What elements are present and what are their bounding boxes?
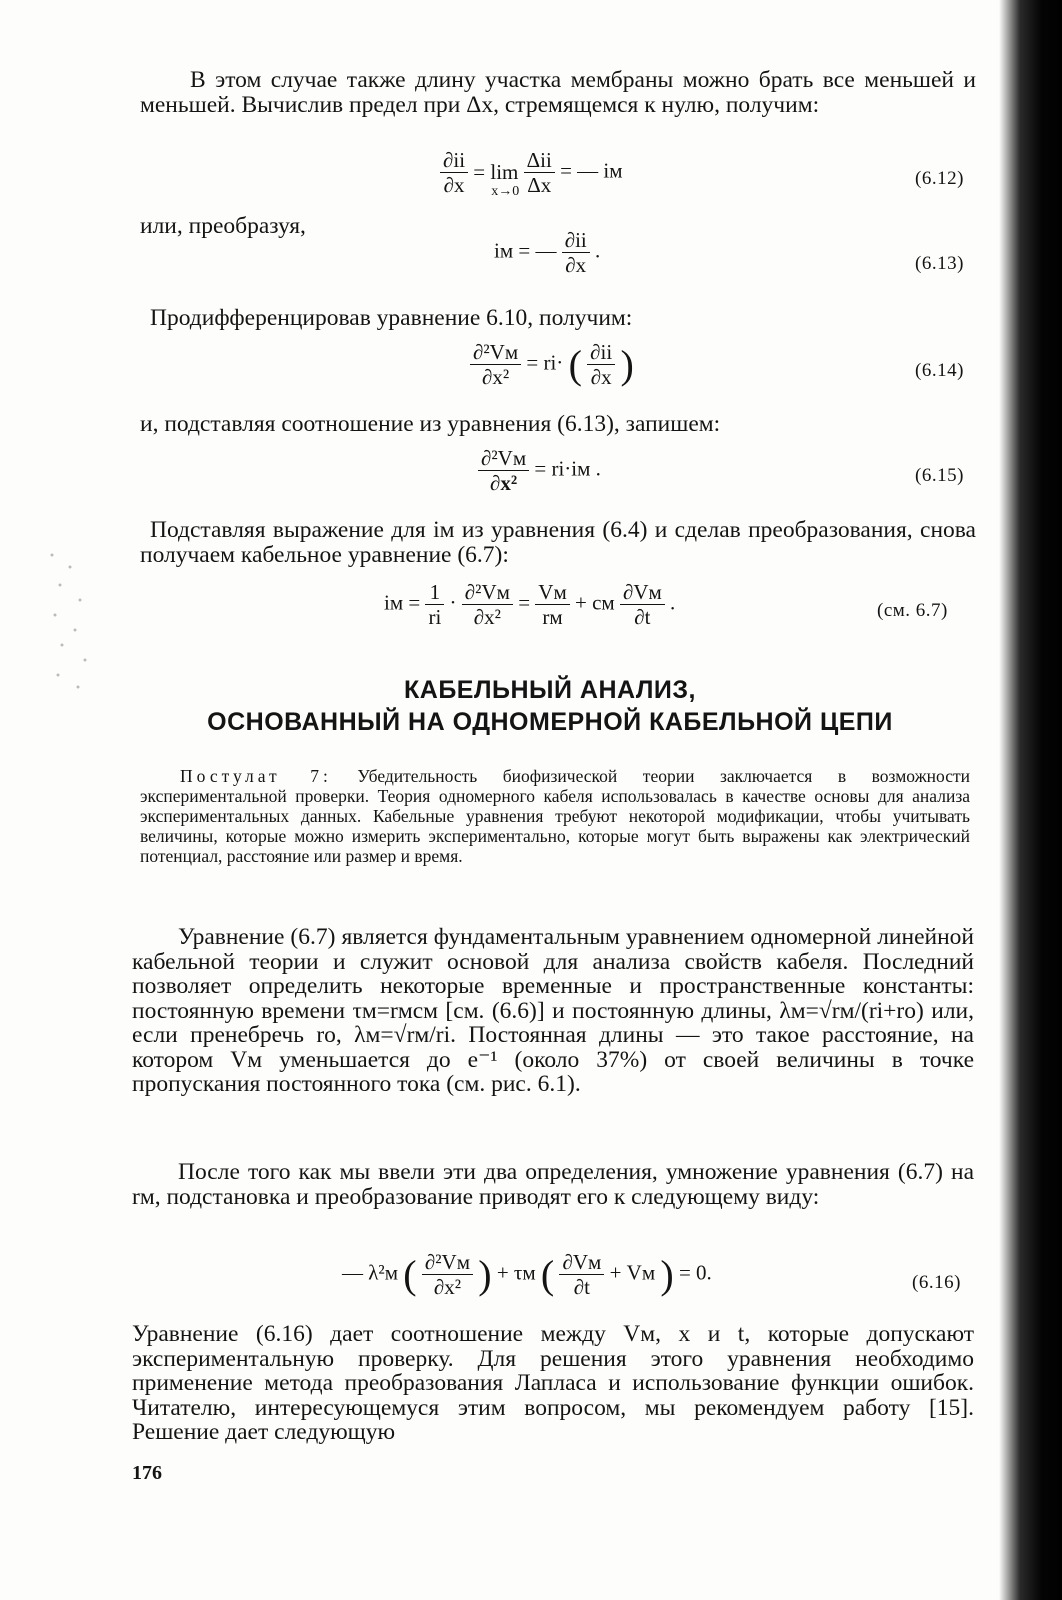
postulate-label: Постулат 7: [180, 766, 332, 786]
fraction [535, 580, 569, 629]
numerator: 1 [425, 580, 444, 605]
coefficient: = ri· [526, 350, 564, 375]
equation-label: (6.15) [915, 465, 964, 486]
denominator: Δx [527, 173, 552, 197]
paragraph-cable-equation: Подставляя выражение для iм из уравнения (6.4) и сделав преобразования, снова получаем кабельное уравнение (6.7): [140, 517, 976, 568]
fraction [620, 580, 665, 629]
page-number: 176 [132, 1462, 162, 1484]
rhs: = ri·iм . [534, 456, 601, 481]
equation-label: (6.13) [915, 253, 964, 274]
equation-6-7 [384, 580, 675, 629]
equation-label: (6.16) [912, 1272, 961, 1293]
denominator: ∂x² [473, 605, 501, 629]
equation-6-15 [478, 446, 601, 495]
section-heading-line-1: КАБЕЛЬНЫЙ АНАЛИЗ, [404, 676, 696, 704]
numerator: Δii [524, 148, 555, 173]
equation-6-13 [494, 228, 600, 277]
fraction [425, 580, 444, 629]
fraction [559, 1250, 604, 1299]
paragraph-intro: В этом случае также длину участка мембраны можно брать все меньшей и меньшей. Вычислив предел при Δx, стремящемся к нулю, получим: [140, 67, 976, 118]
equation-6-16 [342, 1250, 712, 1299]
denominator: ∂x² [433, 1275, 462, 1299]
paragraph-differentiate: Продифференцировав уравнение 6.10, получим: [150, 305, 633, 331]
fraction [478, 446, 529, 495]
paragraph-definitions: После того как мы ввели эти два определения, умножение уравнения (6.7) на rм, подстановка и преобразование приводят его к следующему виду: [132, 1159, 974, 1210]
lhs: iм = [384, 590, 421, 615]
denominator: ∂x² [481, 365, 510, 389]
right-paren: ) [660, 1252, 674, 1297]
numerator: ∂ii [562, 228, 590, 253]
paragraph-substitute: и, подставляя соотношение из уравнения (6.13), запишем: [140, 411, 721, 437]
lhs: iм = — [494, 238, 557, 263]
denominator: ∂x [590, 365, 612, 389]
limit-subscript: x→0 [491, 184, 520, 199]
numerator: ∂ii [440, 148, 468, 173]
numerator: ∂²Vм [470, 340, 521, 365]
fraction [587, 340, 615, 389]
fraction [462, 580, 513, 629]
equation-label: (см. 6.7) [877, 600, 948, 621]
denominator: ri [428, 605, 442, 629]
period: . [595, 238, 601, 263]
numerator: Vм [535, 580, 569, 605]
denominator: ∂x [565, 253, 587, 277]
postulate-block [140, 766, 970, 866]
numerator: ∂²Vм [478, 446, 529, 471]
rhs: = 0. [678, 1260, 712, 1285]
right-paren: ) [478, 1252, 492, 1297]
paragraph-fundamental-equation: Уравнение (6.7) является фундаментальным уравнением одномерной линейной кабельной теории и служит основой для анализа свойств кабеля. Последний позволяет определить некоторые временные и пространственные константы: постоянную времени τм=rмcм [см. (6.6)] и постоянную длины, λм=√rм/(ri+ro) или, если пренебречь ro, λм=√rм/ri. Постоянная длины — это такое расстояние, на котором Vм уменьшается до e⁻¹ (около 37%) от своей величины в точке пропускания постоянного тока (см. рис. 6.1). [132, 924, 974, 1097]
fraction [524, 148, 555, 197]
fraction [440, 148, 468, 197]
denominator: rм [542, 605, 563, 629]
section-heading-line-2: ОСНОВАННЫЙ НА ОДНОМЕРНОЙ КАБЕЛЬНОЙ ЦЕПИ [207, 708, 893, 736]
denominator: ∂t [634, 605, 651, 629]
equals: = [518, 590, 531, 615]
numerator: ∂ii [587, 340, 615, 365]
scan-noise-dots [40, 545, 100, 695]
numerator: ∂Vм [620, 580, 665, 605]
fraction [562, 228, 590, 277]
equation-6-14 [470, 340, 634, 389]
denominator: ∂t [573, 1275, 591, 1299]
denominator: ∂x [443, 173, 465, 197]
fraction [422, 1250, 473, 1299]
equation-6-12 [440, 148, 623, 197]
multiply: · [449, 590, 457, 615]
postulate-text: Убедительность биофизической теории заключается в возможности экспериментальной проверки. Теория одномерного кабеля использовалась в качестве основы для анализа экспериментальных данных. Кабельные уравнения требуют некоторой модификации, чтобы учитывать величины, которые можно измерить экспериментально, которые могут быть выражены как электрический потенциал, расстояние или размер и время. [140, 766, 971, 866]
paragraph-transform: или, преобразуя, [140, 213, 306, 239]
left-paren: ( [403, 1252, 417, 1297]
lead-term: — λ²м [342, 1260, 399, 1285]
numerator: ∂²Vм [422, 1250, 473, 1275]
page-edge-shadow [992, 0, 1062, 1600]
numerator: ∂Vм [559, 1250, 604, 1275]
fraction [470, 340, 521, 389]
limit-operator: = lim [473, 160, 519, 184]
period: . [670, 590, 676, 615]
rhs: = — iм [560, 158, 623, 183]
numerator: ∂²Vм [462, 580, 513, 605]
right-paren: ) [620, 342, 634, 387]
left-paren: ( [540, 1252, 555, 1297]
left-paren: ( [568, 342, 582, 387]
inner-term: + Vм [609, 1260, 656, 1285]
equation-label: (6.12) [915, 168, 964, 189]
plus-term: + τм [496, 1260, 536, 1285]
denominator: ∂x² [489, 471, 518, 495]
paragraph-laplace: Уравнение (6.16) дает соотношение между Vм, x и t, которые допускают экспериментальную проверку. Для решения этого уравнения необходимо применение метода преобразования Лапласа и использование функции ошибок. Читателю, интересующемуся этим вопросом, мы рекомендуем работу [15]. Решение дает следующую [132, 1321, 974, 1445]
plus-term: + cм [575, 590, 615, 615]
equation-label: (6.14) [915, 360, 964, 381]
